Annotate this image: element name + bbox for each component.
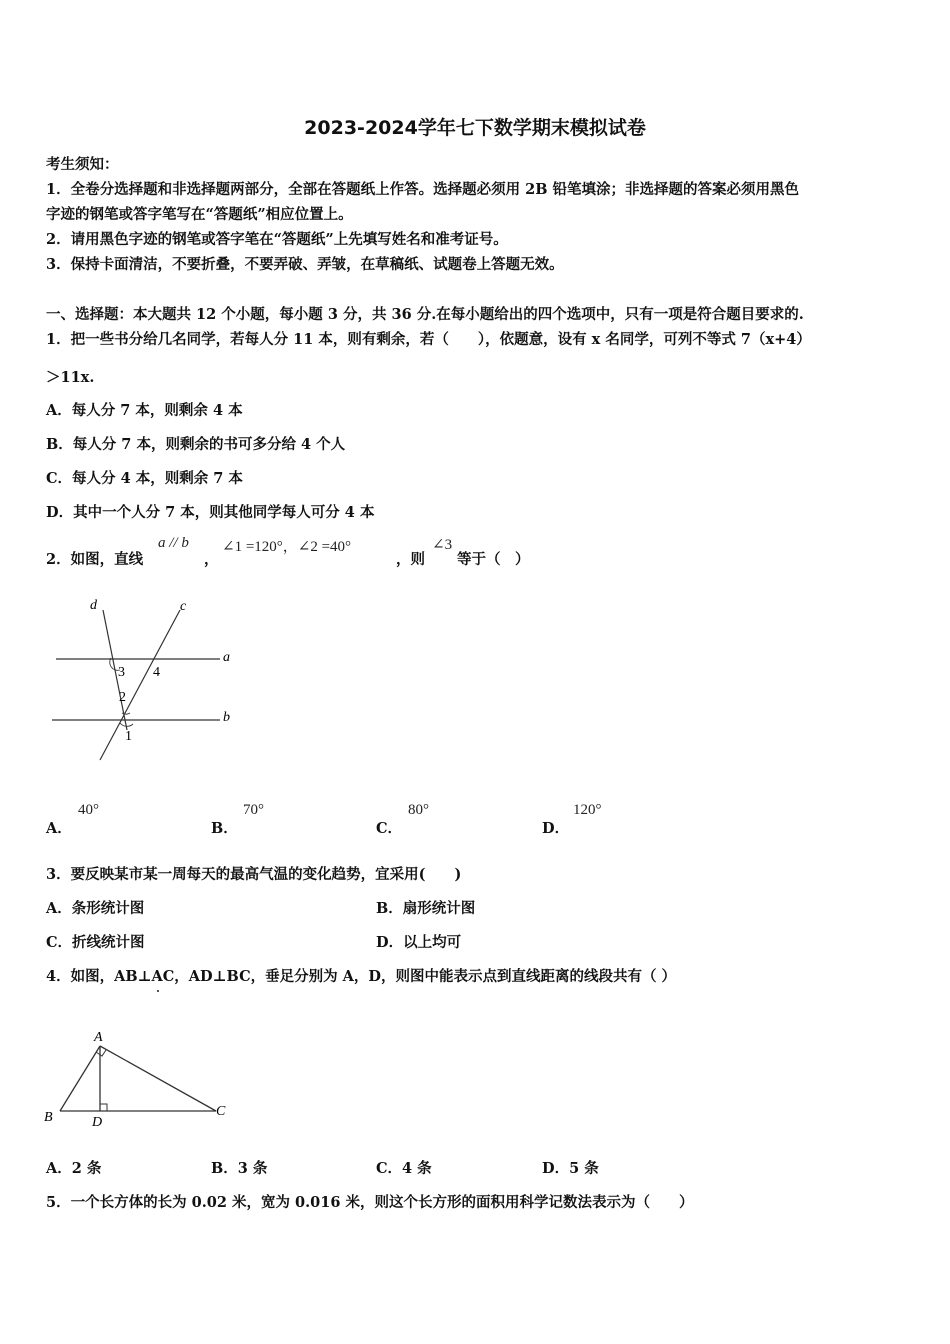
q2-option-a-label: A． [46, 820, 72, 837]
label-d: d [90, 598, 97, 613]
q4-option-a: A．2 条 [46, 1160, 102, 1177]
q3-stem: 3．要反映某市某一周每天的最高气温的变化趋势，宜采用( ) [46, 866, 462, 883]
label-point-d: D [92, 1115, 103, 1130]
line-c [100, 610, 180, 760]
q4-right-triangle-figure [40, 1025, 240, 1135]
q1-stem: 1．把一些书分给几名同学，若每人分 11 本，则有剩余，若（ ），依题意，设有 x 名同学，可列不等式 7（x+4） [46, 331, 811, 348]
q2-stem-suffix: 等于（ ） [457, 551, 530, 568]
right-angle-mark-d [100, 1104, 107, 1111]
q2-parallel-lines-figure [40, 590, 250, 770]
q2-option-b-label: B． [211, 820, 238, 837]
q3-option-c: C．折线统计图 [46, 934, 145, 951]
label-c: c [180, 599, 187, 614]
q4-option-c: C．4 条 [376, 1160, 432, 1177]
page-title: 2023-2024学年七下数学期末模拟试卷 [304, 117, 646, 139]
q2-option-d-value: 120° [573, 802, 602, 818]
section-heading: 一、选择题：本大题共 12 个小题，每小题 3 分，共 36 分.在每小题给出的四个选项中，只有一项是符合题目要求的. [46, 306, 804, 323]
notice-line-1a: 1．全卷分选择题和非选择题两部分，全部在答题纸上作答。选择题必须用 2B 铅笔填涂；非选择题的答案必须用黑色 [46, 181, 800, 198]
q2-option-c-value: 80° [408, 802, 429, 818]
q3-option-b: B．扇形统计图 [376, 900, 476, 917]
segment-ac [100, 1046, 216, 1111]
q1-option-c: C．每人分 4 本，则剩余 7 本 [46, 470, 243, 487]
q2-comma: ， [204, 551, 219, 568]
q2-option-c-label: C． [376, 820, 403, 837]
q2-angle-expr: ∠1 =120°，∠2 =40° [222, 539, 352, 555]
q5-stem: 5．一个长方体的长为 0.02 米，宽为 0.016 米，则这个长方形的面积用科学记数法表示为（ ） [46, 1194, 694, 1211]
notice-line-2: 2．请用黑色字迹的钢笔或答字笔在“答题纸”上先填写姓名和准考证号。 [46, 231, 508, 248]
stray-dot [157, 990, 159, 992]
segment-ab [60, 1046, 100, 1111]
q3-option-d: D．以上均可 [376, 934, 462, 951]
notice-line-3: 3．保持卡面清洁，不要折叠，不要弄破、弄皱，在草稿纸、试题卷上答题无效。 [46, 256, 564, 273]
label-a: a [223, 650, 230, 665]
label-2: 2 [119, 690, 126, 705]
label-4: 4 [153, 665, 160, 680]
notice-heading: 考生须知： [46, 156, 119, 173]
label-3: 3 [118, 665, 125, 680]
q2-stem-prefix: 2．如图，直线 [46, 551, 144, 568]
q3-option-a: A．条形统计图 [46, 900, 145, 917]
q2-then: ，则 [396, 551, 425, 568]
q4-option-d: D．5 条 [542, 1160, 599, 1177]
q1-stem-continued: ＞11x. [46, 369, 95, 386]
q2-parallel-expr: a // b [158, 535, 189, 551]
q2-option-d-label: D． [542, 820, 570, 837]
q4-stem: 4．如图，AB⊥AC，AD⊥BC，垂足分别为 A，D，则图中能表示点到直线距离的线段共有（ ） [46, 968, 677, 985]
q1-option-a: A．每人分 7 本，则剩余 4 本 [46, 402, 243, 419]
q1-option-d: D．其中一个人分 7 本，则其他同学每人可分 4 本 [46, 504, 375, 521]
label-point-b: B [44, 1110, 53, 1125]
q2-angle3-expr: ∠3 [432, 537, 453, 553]
q1-option-b: B．每人分 7 本，则剩余的书可多分给 4 个人 [46, 436, 346, 453]
label-point-a: A [94, 1030, 103, 1045]
label-point-c: C [216, 1104, 226, 1119]
q2-option-b-value: 70° [243, 802, 264, 818]
label-1: 1 [125, 729, 132, 744]
q2-option-a-value: 40° [78, 802, 99, 818]
notice-line-1b: 字迹的钢笔或答字笔写在“答题纸”相应位置上。 [46, 206, 353, 223]
q4-option-b: B．3 条 [211, 1160, 268, 1177]
label-b: b [223, 710, 230, 725]
angle-2-arc [122, 713, 130, 714]
